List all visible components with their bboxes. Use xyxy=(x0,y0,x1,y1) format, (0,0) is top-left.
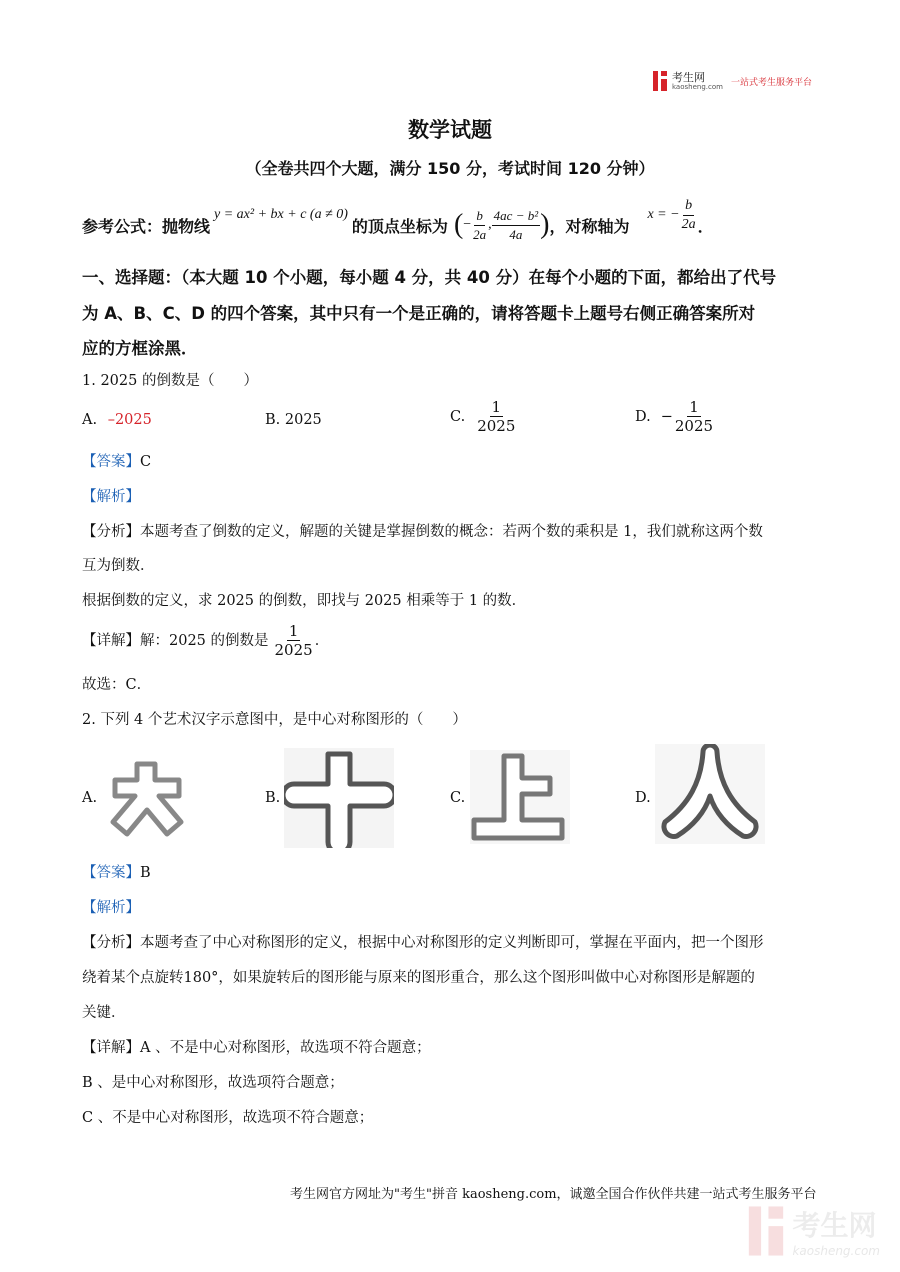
q2-option-d-label: D. xyxy=(635,790,651,806)
q1-choose: 故选：C． xyxy=(82,677,152,693)
section1-line1: 一、选择题：（本大题 10 个小题，每小题 4 分，共 40 分）在每个小题的下面，都给出了代号 xyxy=(82,268,777,287)
watermark-text: 考生网 xyxy=(792,1209,877,1242)
q2-stem: 2. 下列 4 个艺术汉字示意图中，是中心对称图形的（ ） xyxy=(82,712,467,728)
q2-answer: 【答案】B xyxy=(82,865,151,881)
q2-detail-c: C 、不是中心对称图形，故选项不符合题意； xyxy=(82,1110,374,1126)
vertex-label: 的顶点坐标为 xyxy=(351,216,448,236)
vertex-x-fraction: $\frac{b}{2a}$ xyxy=(473,207,487,242)
header-logo xyxy=(652,70,812,92)
logo-name: 考生网 xyxy=(672,70,705,84)
axis-label: ，对称轴为 xyxy=(549,216,630,236)
kaosheng-logo-icon xyxy=(652,70,668,92)
logo-slogan: 一站式考生服务平台 xyxy=(730,77,812,88)
page-title: 数学试题 xyxy=(408,118,492,142)
q1-option-b: B. 2025 xyxy=(265,412,322,428)
vertex-y-fraction: $\frac{\text{4ac − b²}}{4a}$ xyxy=(493,207,539,242)
q1-option-c: C. $\frac{1}{2025}$ xyxy=(450,398,516,435)
q2-analysis-tag: 【解析】 xyxy=(82,900,140,916)
section1-line2: 为 A、B、C、D 的四个答案，其中只有一个是正确的，请将答题卡上题号右侧正确答案所对 xyxy=(82,304,756,323)
watermark xyxy=(746,1204,880,1258)
q1-fenxi-line2: 互为倒数． xyxy=(82,558,155,574)
axis-fraction: $\frac{b}{2a}$ xyxy=(681,197,696,232)
q1-answer: 【答案】C xyxy=(82,454,152,470)
q2-option-c-label: C. xyxy=(450,790,466,806)
q1-option-a: A. –2025 xyxy=(82,412,152,428)
q1-fenxi-line1: 【分析】本题考查了倒数的定义，解题的关键是掌握倒数的概念：若两个数的乘积是 1，我们就称这两个数 xyxy=(82,524,763,540)
q2-option-b-label: B. xyxy=(265,790,281,806)
q2-fenxi-line3: 关键． xyxy=(82,1005,126,1021)
q2-detail-a: 【详解】A 、不是中心对称图形，故选项不符合题意； xyxy=(82,1040,431,1056)
q2-glyph-shi xyxy=(284,748,394,848)
q1-fenxi-line3: 根据倒数的定义，求 2025 的倒数，即找与 2025 相乘等于 1 的数． xyxy=(82,593,527,609)
q2-glyph-shang xyxy=(470,750,570,844)
reference-formula: 参考公式：抛物线 y = ax² + bx + c (a ≠ 0) 的顶点坐标为 ( − $\frac{b}{2a}$ , $\frac{\text{4ac − b²}}{4a}$ ) ，对称轴为 x = − $\frac{b}{2a}$ ． xyxy=(82,197,714,242)
logo-domain: kaosheng.com xyxy=(672,82,723,91)
q2-fenxi-line2: 绕着某个点旋转180°，如果旋转后的图形能与原来的图形重合，那么这个图形叫做中心对称图形是解题的 xyxy=(82,970,755,986)
footer-note: 考生网官方网址为"考生"拼音 kaosheng.com，诚邀全国合作伙伴共建一站式考生服务平台 xyxy=(290,1187,817,1202)
q2-detail-b: B 、是中心对称图形，故选项符合题意； xyxy=(82,1075,344,1091)
q1-option-d: D. − $\frac{1}{2025}$ xyxy=(635,398,714,435)
parabola-equation: y = ax² + bx + c (a ≠ 0) xyxy=(214,207,348,222)
q1-detail: 【详解】解：2025 的倒数是 $\frac{1}{2025}$ ． xyxy=(82,622,330,659)
page-subtitle: （全卷共四个大题，满分 150 分，考试时间 120 分钟） xyxy=(245,159,655,178)
watermark-logo-icon xyxy=(746,1204,786,1258)
formula-label: 参考公式：抛物线 xyxy=(82,216,211,236)
q2-glyph-da xyxy=(100,750,192,840)
q1-analysis-tag: 【解析】 xyxy=(82,489,140,505)
q2-fenxi-line1: 【分析】本题考查了中心对称图形的定义，根据中心对称图形的定义判断即可，掌握在平面内，把一个图形 xyxy=(82,935,764,951)
section1-line3: 应的方框涂黑． xyxy=(82,339,198,358)
watermark-domain: kaosheng.com xyxy=(792,1244,880,1258)
q1-stem: 1. 2025 的倒数是（ ） xyxy=(82,373,258,389)
axis-lhs: x = − xyxy=(647,207,680,222)
vertex-open-paren: ( xyxy=(453,209,464,240)
vertex-close-paren: ) xyxy=(540,209,550,240)
q2-option-a-label: A. xyxy=(82,790,98,806)
q2-glyph-ren xyxy=(655,744,765,844)
